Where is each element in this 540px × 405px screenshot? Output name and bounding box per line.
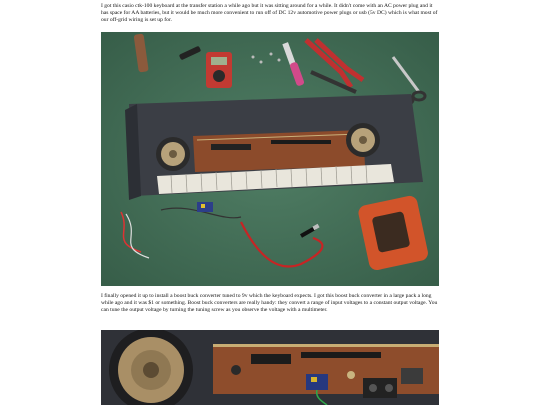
keyboard-internals-photo [101,330,439,405]
keyboard-open-photo [101,32,439,286]
post-paragraph-2: I finally opened it up to install a boost buck converter tuned to 9v which the keyboard expects. I got this boost buck converter in a large pack a long while ago and it was $1 or something. Boost buck converters are really handy: they convert a range of input voltages to a constant output voltage. You can tune the output voltage by turning the tuning screw as you observe the voltage with a multimeter. [101,293,438,314]
post-paragraph-1: I got this casio ctk-100 keyboard at the transfer station a while ago but it was sitting around for a while. It didn't come with an AC power plug and it has space for AA batteries, but it would be much more convenient to run off of DC 12v automotive power plugs or usb (5v DC) which is what most of our off-grid wiring is set up for. [101,3,438,24]
